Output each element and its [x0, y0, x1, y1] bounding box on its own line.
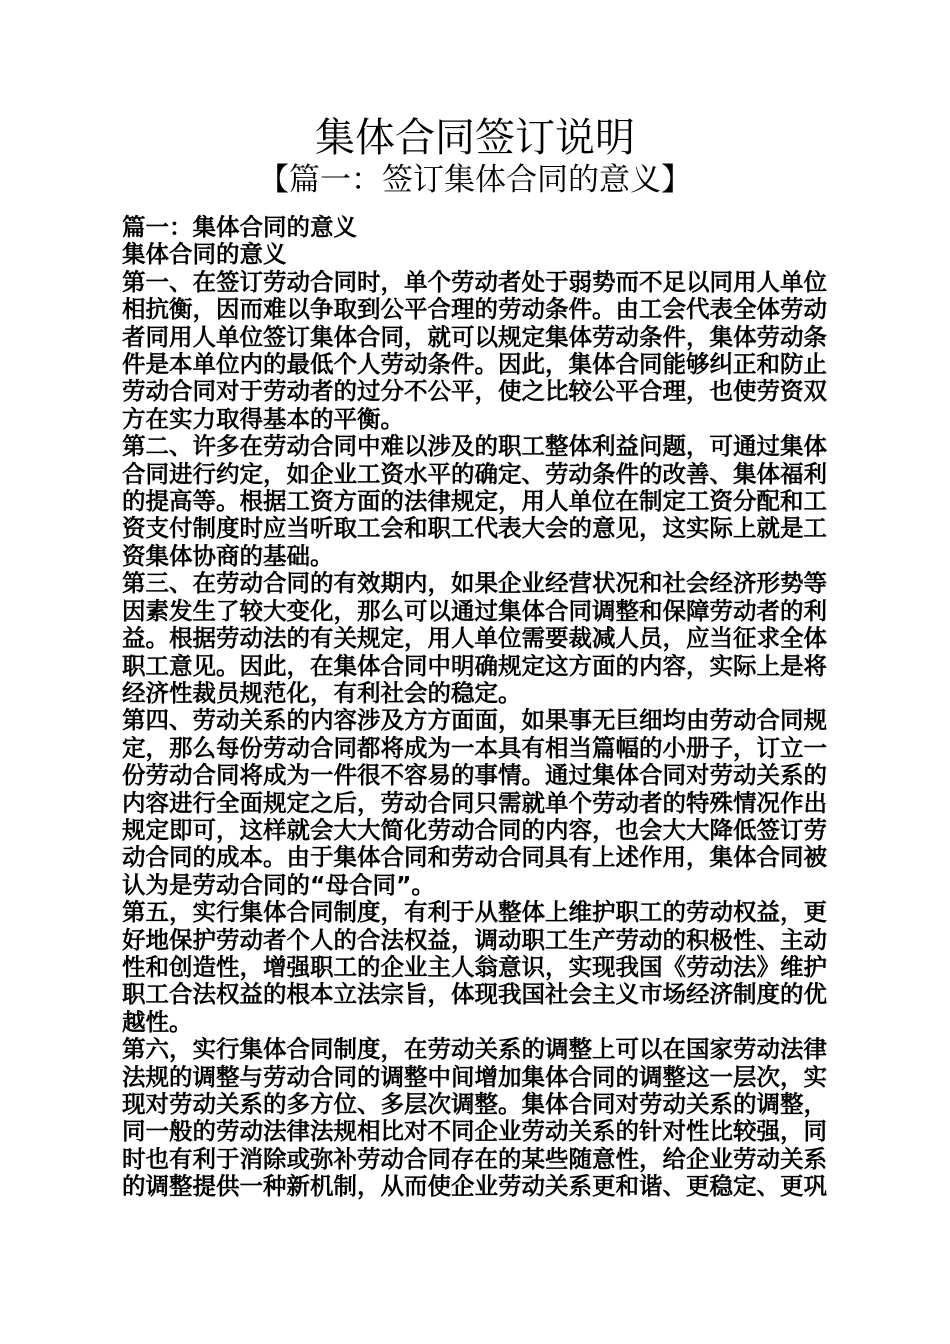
- paragraph-6: 第六，实行集体合同制度，在劳动关系的调整上可以在国家劳动法律法规的调整与劳动合同的调整中间增加集体合同的调整这一层次，实现对劳动关系的多方位、多层次调整。集体合同对劳动关系的调整，同一般的劳动法律法规相比对不同企业劳动关系的针对性比较强，同时也有利于消除或弥补劳动合同存在的某些随意性，给企业劳动关系的调整提供一种新机制，从而使企业劳动关系更和谐、更稳定、更巩: [122, 1035, 827, 1201]
- paragraph-2: 第二、许多在劳动合同中难以涉及的职工整体利益问题，可通过集体合同进行约定，如企业工资水平的确定、劳动条件的改善、集体福利的提高等。根据工资方面的法律规定，用人单位在制定工资分配和工资支付制度时应当听取工会和职工代表大会的意见，这实际上就是工资集体协商的基础。: [122, 432, 827, 570]
- paragraph-5: 第五，实行集体合同制度，有利于从整体上维护职工的劳动权益，更好地保护劳动者个人的合法权益，调动职工生产劳动的积极性、主动性和创造性，增强职工的企业主人翁意识，实现我国《劳动法》维护职工合法权益的根本立法宗旨，体现我国社会主义市场经济制度的优越性。: [122, 898, 827, 1036]
- document-subtitle: 【篇一：签订集体合同的意义】: [258, 162, 692, 198]
- document-body: [117, 214, 839, 1201]
- section-subheading: 集体合同的意义: [122, 240, 287, 269]
- document-title: 集体合同签订说明: [315, 115, 635, 161]
- section-heading: 篇一：集体合同的意义: [122, 213, 357, 241]
- paragraph-4: 第四、劳动关系的内容涉及方方面面，如果事无巨细均由劳动合同规定，那么每份劳动合同都将成为一本具有相当篇幅的小册子，订立一份劳动合同将成为一件很不容易的事情。通过集体合同对劳动关系的内容进行全面规定之后，劳动合同只需就单个劳动者的特殊情况作出规定即可，这样就会大大简化劳动合同的内容，也会大大降低签订劳动合同的成本。由于集体合同和劳动合同具有上述作用，集体合同被认为是劳动合同的“母合同”。: [122, 706, 827, 899]
- paragraph-1: 第一、在签订劳动合同时，单个劳动者处于弱势而不足以同用人单位相抗衡，因而难以争取到公平合理的劳动条件。由工会代表全体劳动者同用人单位签订集体合同，就可以规定集体劳动条件，集体劳动条件是本单位内的最低个人劳动条件。因此，集体合同能够纠正和防止劳动合同对于劳动者的过分不公平，使之比较公平合理，也使劳资双方在实力取得基本的平衡。: [122, 267, 827, 433]
- paragraph-3: 第三、在劳动合同的有效期内，如果企业经营状况和社会经济形势等因素发生了较大变化，那么可以通过集体合同调整和保障劳动者的利益。根据劳动法的有关规定，用人单位需要裁减人员，应当征求全体职工意见。因此，在集体合同中明确规定这方面的内容，实际上是将经济性裁员规范化，有利社会的稳定。: [122, 569, 827, 707]
